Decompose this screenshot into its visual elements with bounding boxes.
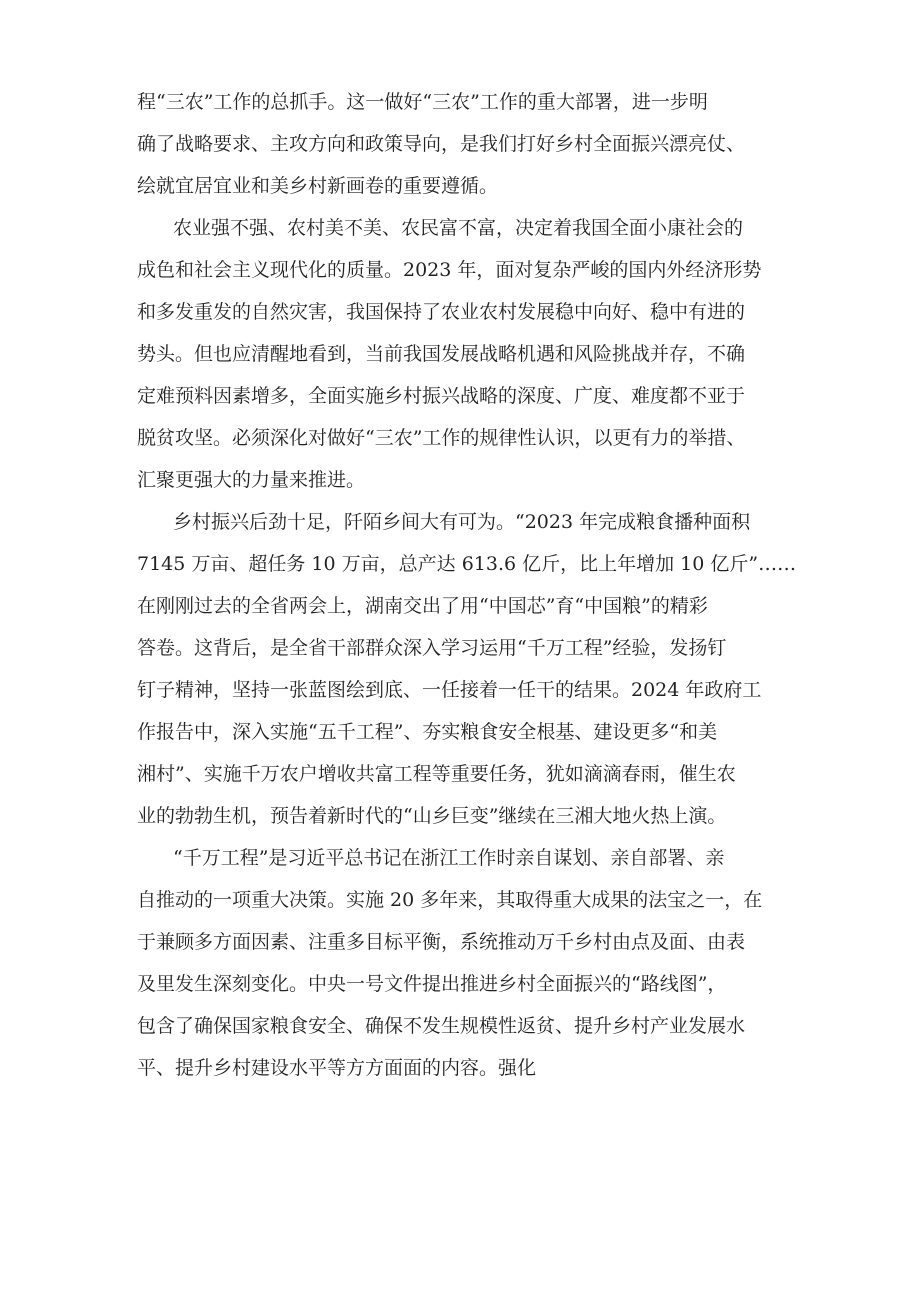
- text-line: 程“三农”工作的总抓手。这一做好“三农”工作的重大部署，进一步明: [137, 91, 708, 113]
- paragraph-4: [137, 837, 797, 1089]
- text-line: 定难预料因素增多，全面实施乡村振兴战略的深度、广度、难度都不亚于: [137, 385, 746, 407]
- text-line: 7145 万亩、超任务 10 万亩，总产达 613.6 亿斤，比上年增加 10 亿斤”……: [137, 553, 797, 575]
- text-line: 钉子精神，坚持一张蓝图绘到底、一任接着一任干的结果。2024 年政府工: [137, 679, 762, 701]
- text-line: 及里发生深刻变化。中央一号文件提出推进乡村全面振兴的“路线图”，: [137, 973, 727, 995]
- text-line: 包含了确保国家粮食安全、确保不发生规模性返贫、提升乡村产业发展水: [137, 1015, 746, 1037]
- text-line: 于兼顾多方面因素、注重多目标平衡，系统推动万千乡村由点及面、由表: [137, 931, 746, 953]
- text-line: 业的勃勃生机，预告着新时代的“山乡巨变”继续在三湘大地火热上演。: [137, 805, 727, 827]
- text-line: 确了战略要求、主攻方向和政策导向，是我们打好乡村全面振兴漂亮仗、: [137, 133, 746, 155]
- text-line: 绘就宜居宜业和美乡村新画卷的重要遵循。: [137, 175, 499, 197]
- text-line: “千万工程”是习近平总书记在浙江工作时亲自谋划、亲自部署、亲: [173, 847, 725, 869]
- paragraph-1: [137, 81, 797, 207]
- text-line: 和多发重发的自然灾害，我国保持了农业农村发展稳中向好、稳中有进的: [137, 301, 746, 323]
- text-line: 农业强不强、农村美不美、农民富不富，决定着我国全面小康社会的: [173, 217, 744, 239]
- text-line: 汇聚更强大的力量来推进。: [137, 469, 366, 491]
- paragraph-2: [137, 207, 797, 501]
- text-line: 成色和社会主义现代化的质量。2023 年，面对复杂严峻的国内外经济形势: [137, 259, 762, 281]
- text-line: 乡村振兴后劲十足，阡陌乡间大有可为。“2023 年完成粮食播种面积: [173, 511, 751, 533]
- text-line: 平、提升乡村建设水平等方方面面的内容。强化: [137, 1057, 537, 1079]
- text-line: 湘村”、实施千万农户增收共富工程等重要任务，犹如滴滴春雨，催生农: [137, 763, 736, 785]
- text-line: 脱贫攻坚。必须深化对做好“三农”工作的规律性认识，以更有力的举措、: [137, 427, 746, 449]
- text-line: 答卷。这背后，是全省干部群众深入学习运用“千万工程”经验，发扬钉: [137, 637, 727, 659]
- paragraph-3: [137, 501, 797, 837]
- text-line: 势头。但也应清醒地看到，当前我国发展战略机遇和风险挑战并存，不确: [137, 343, 746, 365]
- text-line: 自推动的一项重大决策。实施 20 多年来，其取得重大成果的法宝之一，在: [137, 889, 763, 911]
- document-body: [137, 81, 797, 1089]
- text-line: 在刚刚过去的全省两会上，湖南交出了用“中国芯”育“中国粮”的精彩: [137, 595, 708, 617]
- text-line: 作报告中，深入实施“五千工程”、夯实粮食安全根基、建设更多“和美: [137, 721, 718, 743]
